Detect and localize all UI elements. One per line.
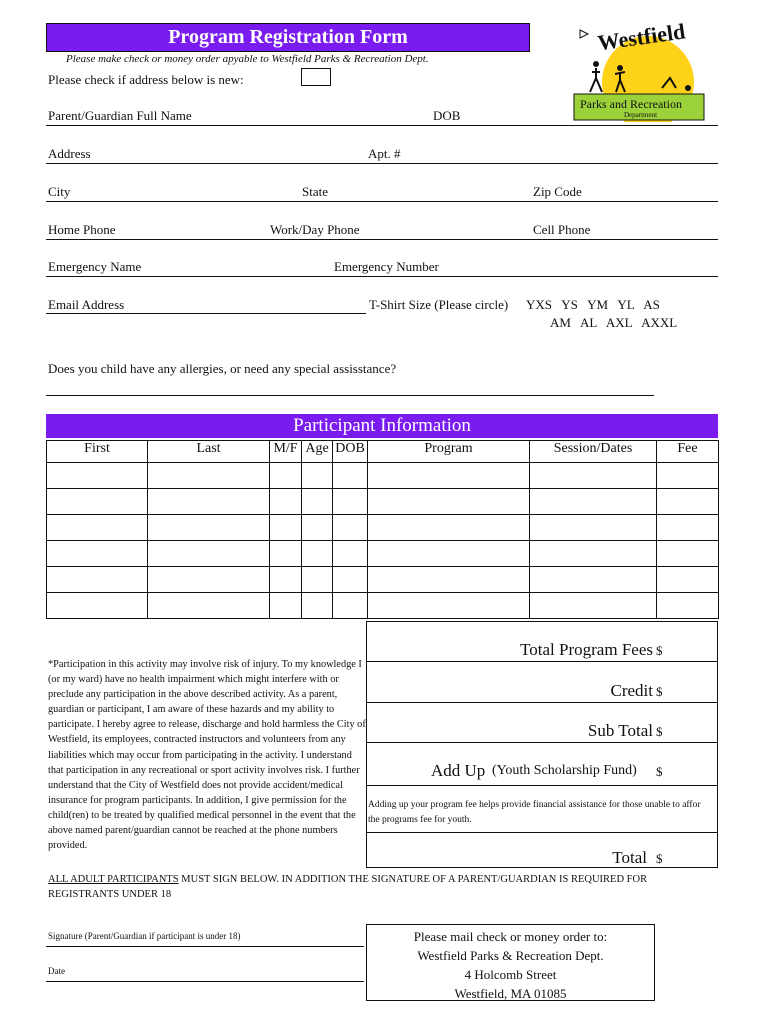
dob-label: DOB — [433, 108, 461, 123]
col-program: Program — [368, 441, 530, 463]
tshirt-sizes-adult[interactable]: AM AL AXL AXXL — [550, 315, 678, 330]
addup-label: Add Up — [431, 761, 486, 780]
col-session: Session/Dates — [530, 441, 657, 463]
logo-text: Westfield — [596, 22, 687, 56]
apt-label: Apt. # — [368, 146, 401, 161]
signature-notice — [48, 872, 713, 902]
mail-line-3: 4 Holcomb Street — [464, 967, 557, 982]
fee-line — [366, 832, 718, 833]
participant-table — [46, 440, 719, 619]
logo-dept: Department — [624, 111, 658, 119]
fee-line — [366, 785, 718, 786]
phone-input[interactable] — [46, 239, 718, 240]
guardian-name-label: Parent/Guardian Full Name — [48, 108, 192, 123]
new-address-label: Please check if address below is new: — [48, 72, 244, 87]
mail-line-2: Westfield Parks & Recreation Dept. — [417, 948, 604, 963]
credit-label: Credit — [610, 681, 653, 700]
total-program-fees-label: Total Program Fees — [520, 640, 653, 659]
tshirt-label: T-Shirt Size (Please circle) — [369, 297, 509, 312]
table-row[interactable] — [47, 515, 719, 541]
col-dob: DOB — [333, 441, 368, 463]
allergies-label: Does you child have any allergies, or need any special assisstance? — [48, 361, 397, 376]
address-input[interactable] — [46, 163, 718, 164]
email-label: Email Address — [48, 297, 125, 312]
emergency-number-label: Emergency Number — [334, 259, 439, 274]
guardian-name-input[interactable] — [46, 125, 718, 126]
date-input[interactable] — [46, 981, 364, 982]
city-label: City — [48, 184, 71, 199]
westfield-logo — [570, 22, 708, 122]
currency-symbol: $ — [656, 643, 663, 658]
mail-to-box — [366, 924, 655, 1001]
logo-graphic — [570, 22, 708, 122]
col-sex: M/F — [270, 441, 302, 463]
total-label: Total — [612, 848, 647, 867]
signature-notice-emphasis: ALL ADULT PARTICIPANTS — [48, 874, 179, 885]
work-phone-label: Work/Day Phone — [270, 222, 360, 237]
signature-input[interactable] — [46, 946, 364, 947]
city-input[interactable] — [46, 201, 718, 202]
col-first: First — [47, 441, 148, 463]
zip-label: Zip Code — [533, 184, 582, 199]
addup-note: Adding up your program fee helps provide financial assistance for those unable to affor the programs fee for youth. — [368, 800, 701, 825]
table-row[interactable] — [47, 541, 719, 567]
fee-line — [366, 702, 718, 703]
logo-sub: Parks and Recreation — [580, 97, 682, 111]
form-title: Program Registration Form — [46, 23, 530, 52]
state-label: State — [302, 184, 328, 199]
cell-phone-label: Cell Phone — [533, 222, 591, 237]
addup-detail: (Youth Scholarship Fund) — [492, 763, 637, 778]
signature-label: Signature (Parent/Guardian if participant is under 18) — [48, 931, 241, 941]
table-row[interactable] — [47, 489, 719, 515]
signature-notice-rest: MUST SIGN BELOW. IN ADDITION THE SIGNATURE OF A PARENT/GUARDIAN IS REQUIRED FOR REGISTRANTS UNDER 18 — [48, 874, 648, 900]
fee-line — [366, 742, 718, 743]
col-last: Last — [148, 441, 270, 463]
home-phone-label: Home Phone — [48, 222, 116, 237]
fee-line — [366, 661, 718, 662]
participant-info-title: Participant Information — [46, 414, 718, 438]
subtotal-label: Sub Total — [587, 721, 653, 740]
email-input[interactable] — [46, 313, 366, 314]
waiver-text: *Participation in this activity may involve risk of injury. To my knowledge I (or my ward) have no health impairment which might interfere with or preclude any participation in the above described activity. As a parent, guardian or participant, I am aware of these hazards and my ability to participate. I hereby agree to release, discharge and hold harmless the City of Westfield, its employees, contracted instructors and volunteers from any liabilities which may occur from participating in the activity. I understand that participation in any recreational or sport activity involves risk. I further understand that the City of Westfield does not provide accident/medical insurance for program participants. In addition, I give permission for the child(ren) to be treated by qualified medical personnel in the event that the above named parent/guardian cannot be reached at the phone numbers provided. — [48, 659, 366, 852]
table-row[interactable] — [47, 463, 719, 489]
new-address-checkbox[interactable] — [301, 68, 331, 86]
tshirt-sizes-youth[interactable]: YXS YS YM YL AS — [526, 297, 660, 312]
mail-line-1: Please mail check or money order to: — [413, 929, 608, 944]
currency-symbol: $ — [656, 724, 663, 739]
payment-instructions: Please make check or money order apyable to Westfield Parks & Recreation Dept. — [66, 53, 429, 65]
participant-header-row — [47, 441, 719, 463]
col-age: Age — [302, 441, 333, 463]
currency-symbol: $ — [656, 764, 663, 779]
emergency-name-label: Emergency Name — [48, 259, 142, 274]
address-label: Address — [48, 146, 91, 161]
table-row[interactable] — [47, 593, 719, 619]
currency-symbol: $ — [656, 684, 663, 699]
col-fee: Fee — [657, 441, 719, 463]
date-label: Date — [48, 966, 65, 976]
allergies-input[interactable] — [46, 395, 654, 396]
mail-line-4: Westfield, MA 01085 — [454, 986, 567, 1001]
emergency-input[interactable] — [46, 276, 718, 277]
table-row[interactable] — [47, 567, 719, 593]
currency-symbol: $ — [656, 851, 663, 866]
